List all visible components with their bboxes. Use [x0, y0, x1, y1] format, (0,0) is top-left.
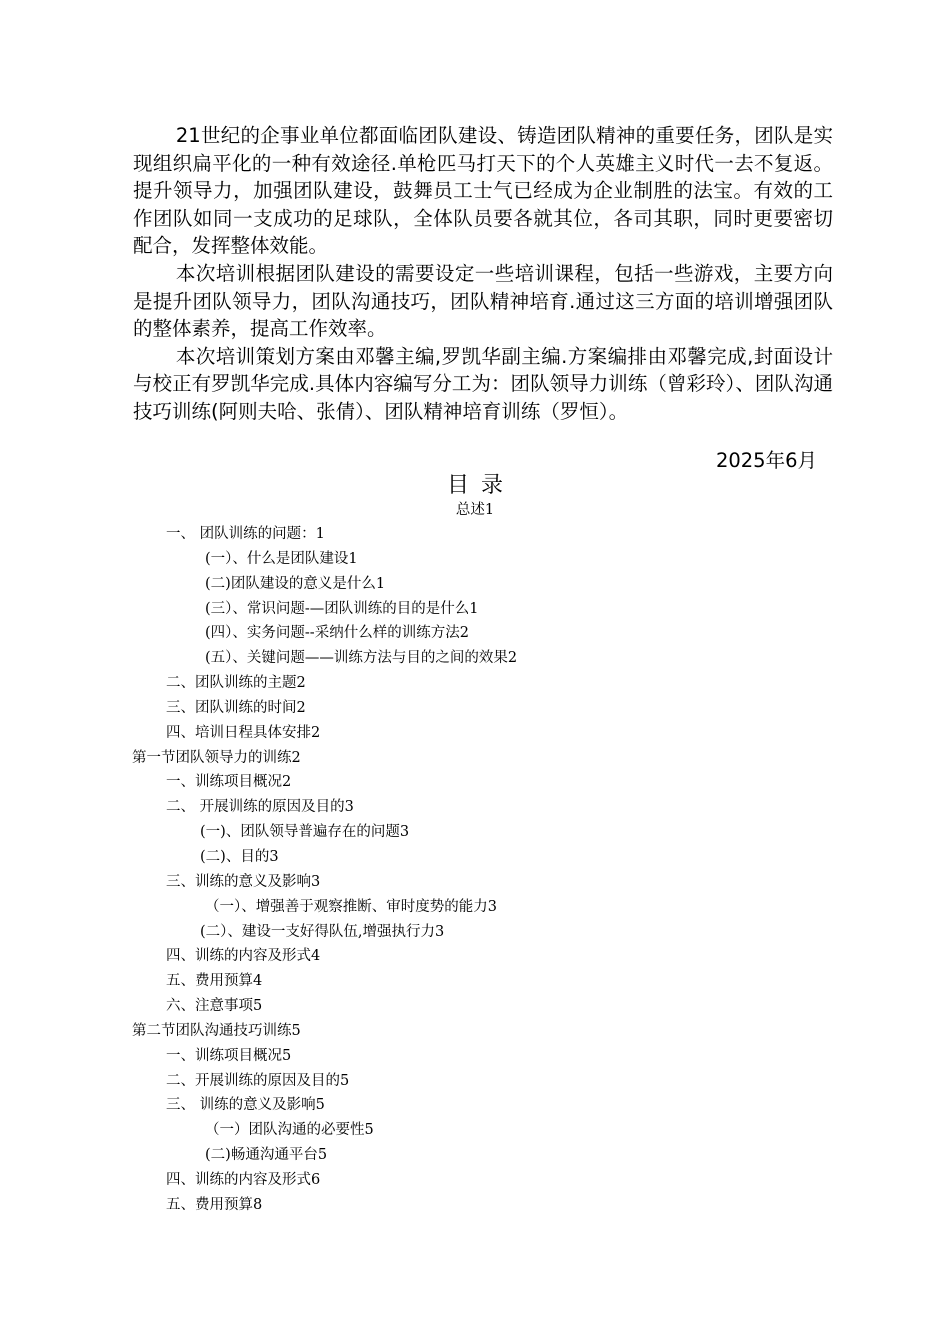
- toc-entry: 三、 训练的意义及影响5: [166, 1097, 325, 1114]
- toc-entry: 二、 开展训练的原因及目的3: [166, 799, 354, 816]
- toc-title: 目录: [446, 473, 515, 498]
- preface-paragraph-1: 21世纪的企事业单位都面临团队建设、铸造团队精神的重要任务，团队是实现组织扁平化的一种有效途径.单枪匹马打天下的个人英雄主义时代一去不复返。提升领导力，加强团队建设，鼓舞员工士气已经成为企业制胜的法宝。有效的工作团队如同一支成功的足球队，全体队员要各就其位，各司其职，同时更要密切配合，发挥整体效能。: [133, 124, 833, 258]
- toc-overview-entry: 总述1: [455, 502, 495, 518]
- toc-entry: 六、注意事项5: [166, 998, 263, 1015]
- toc-section-heading: 第一节团队领导力的训练2: [132, 749, 301, 766]
- toc-entry: 五、费用预算4: [166, 973, 263, 990]
- toc-entry: （一）团队沟通的必要性5: [205, 1122, 374, 1139]
- toc-entry: (二)、目的3: [200, 848, 279, 865]
- toc-entry: 三、训练的意义及影响3: [166, 873, 321, 890]
- toc-entry: 一、训练项目概况2: [166, 774, 292, 791]
- toc-entry: (一）、什么是团队建设1: [205, 550, 358, 567]
- toc-entry: 二、开展训练的原因及目的5: [166, 1072, 350, 1089]
- toc-entry: (三）、常识问题-—团队训练的目的是什么1: [205, 600, 479, 617]
- toc-entry: 四、训练的内容及形式4: [166, 948, 321, 965]
- toc-entry: 三、团队训练的时间2: [166, 699, 306, 716]
- preface-paragraph-3: 本次培训策划方案由邓馨主编,罗凯华副主编.方案编排由邓馨完成,封面设计与校正有罗凯华完成.具体内容编写分工为：团队领导力训练（曾彩玲）、团队沟通技巧训练(阿则夫哈、张倩）、团队精神培育训练（罗恒）。: [133, 344, 833, 423]
- preface-date: 2025年6月: [715, 449, 817, 472]
- toc-entry: (二)畅通沟通平台5: [205, 1147, 328, 1164]
- toc-entry: 二、团队训练的主题2: [166, 675, 306, 692]
- toc-entry: (五）、关键问题——训练方法与目的之间的效果2: [205, 650, 518, 667]
- toc-entry: （一）、增强善于观察推断、审时度势的能力3: [205, 898, 497, 915]
- toc-section-heading: 第二节团队沟通技巧训练5: [132, 1022, 301, 1039]
- toc-entry: 一、训练项目概况5: [166, 1047, 292, 1064]
- toc-entry: 五、费用预算8: [166, 1196, 263, 1213]
- table-of-contents: [0, 522, 950, 1218]
- toc-entry: 一、 团队训练的问题：1: [166, 526, 325, 542]
- toc-entry: (四）、实务问题--采纳什么样的训练方法2: [205, 625, 469, 642]
- toc-entry: (二)团队建设的意义是什么1: [205, 575, 386, 592]
- toc-entry: 四、培训日程具体安排2: [166, 724, 321, 741]
- preface: [133, 122, 833, 426]
- toc-entry: (二）、建设一支好得队伍,增强执行力3: [200, 923, 445, 940]
- preface-paragraph-2: 本次培训根据团队建设的需要设定一些培训课程，包括一些游戏，主要方向是提升团队领导力，团队沟通技巧，团队精神培育.通过这三方面的培训增强团队的整体素养，提高工作效率。: [133, 261, 833, 341]
- toc-entry: (一)、团队领导普遍存在的问题3: [200, 824, 410, 841]
- toc-entry: 四、训练的内容及形式6: [166, 1171, 321, 1188]
